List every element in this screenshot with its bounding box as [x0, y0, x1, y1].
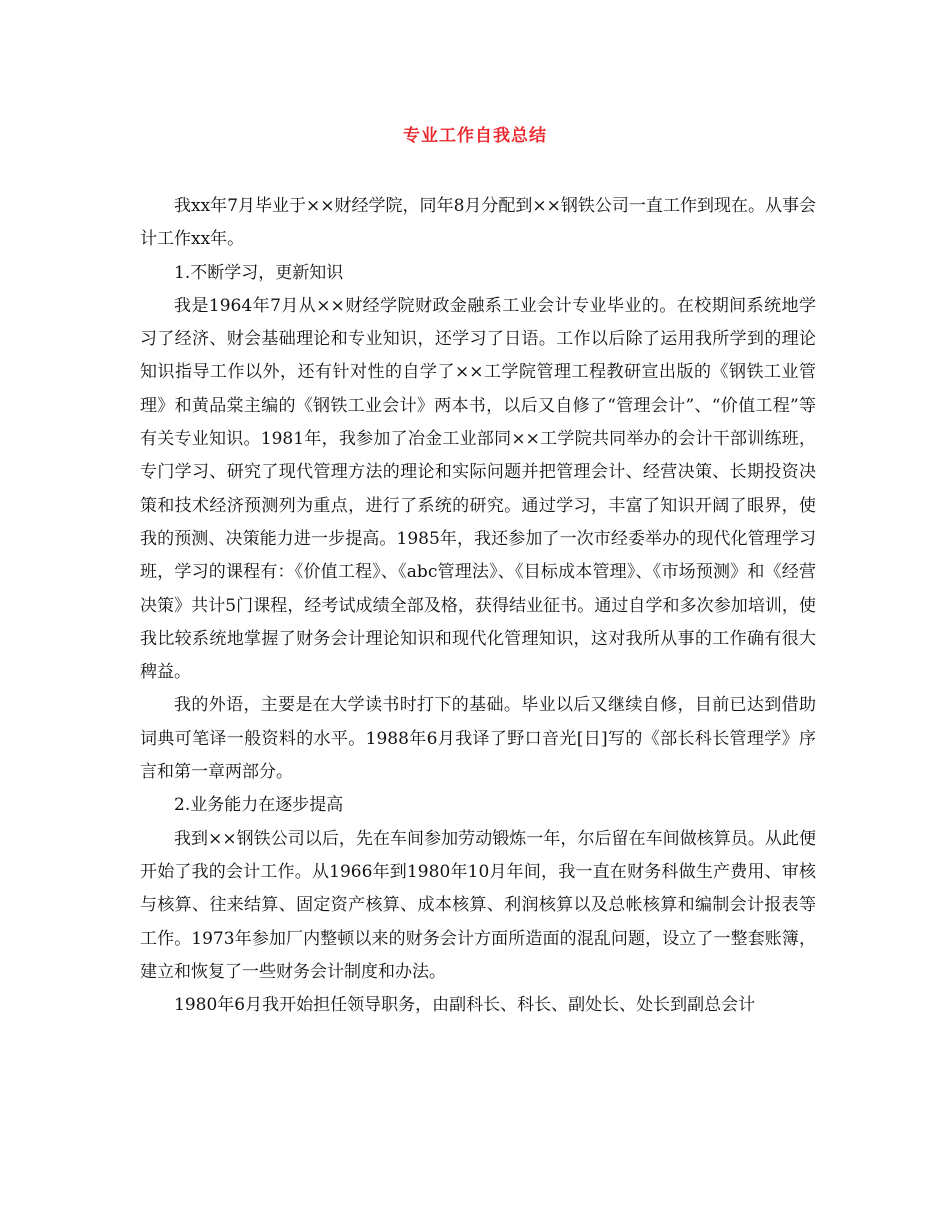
paragraph-language: 我的外语，主要是在大学读书时打下的基础。毕业以后又继续自修，目前已达到借助词典可笔译一般资料的水平。1988年6月我译了野口音光[日]写的《部长科长管理学》序言和第一章两部分。: [140, 695, 816, 783]
document-body: [140, 190, 816, 1022]
section-heading-1: 1.不断学习，更新知识: [174, 262, 344, 283]
section-heading-2: 2.业务能力在逐步提高: [174, 795, 344, 816]
paragraph-intro: 我xx年7月毕业于××财经学院，同年8月分配到××钢铁公司一直工作到现在。从事会计工作xx年。: [140, 196, 816, 250]
paragraph-leadership: 1980年6月我开始担任领导职务，由副科长、科长、副处长、处长到副总会计: [174, 995, 756, 1016]
document-title: 专业工作自我总结: [403, 126, 547, 146]
paragraph-study: 我是1964年7月从××财经学院财政金融系工业会计专业毕业的。在校期间系统地学习了经济、财会基础理论和专业知识，还学习了日语。工作以后除了运用我所学到的理论知识指导工作以外，还有针对性的自学了××工学院管理工程教研宣出版的《钢铁工业管理》和黄品棠主编的《钢铁工业会计》两本书，以后又自修了“管理会计”、“价值工程”等有关专业知识。1981年，我参加了冶金工业部同××工学院共同举办的会计干部训练班，专门学习、研究了现代管理方法的理论和实际问题并把管理会计、经营决策、长期投资决策和技术经济预测列为重点，进行了系统的研究。通过学习，丰富了知识开阔了眼界，使我的预测、决策能力进一步提高。1985年，我还参加了一次市经委举办的现代化管理学习班，学习的课程有：《价值工程》、《abc管理法》、《目标成本管理》、《市场预测》和《经营决策》共计5门课程，经考试成绩全部及格，获得结业征书。通过自学和多次参加培训，使我比较系统地掌握了财务会计理论知识和现代化管理知识，这对我所从事的工作确有很大稗益。: [140, 295, 816, 683]
paragraph-career: 我到××钢铁公司以后，先在车间参加劳动锻炼一年，尔后留在车间做核算员。从此便开始了我的会计工作。从1966年到1980年10月年间，我一直在财务科做生产费用、审核与核算、往来结算、固定资产核算、成本核算、利润核算以及总帐核算和编制会计报表等工作。1973年参加厂内整顿以来的财务会计方面所造面的混乱问题，设立了一整套账簿，建立和恢复了一些财务会计制度和办法。: [140, 828, 816, 982]
